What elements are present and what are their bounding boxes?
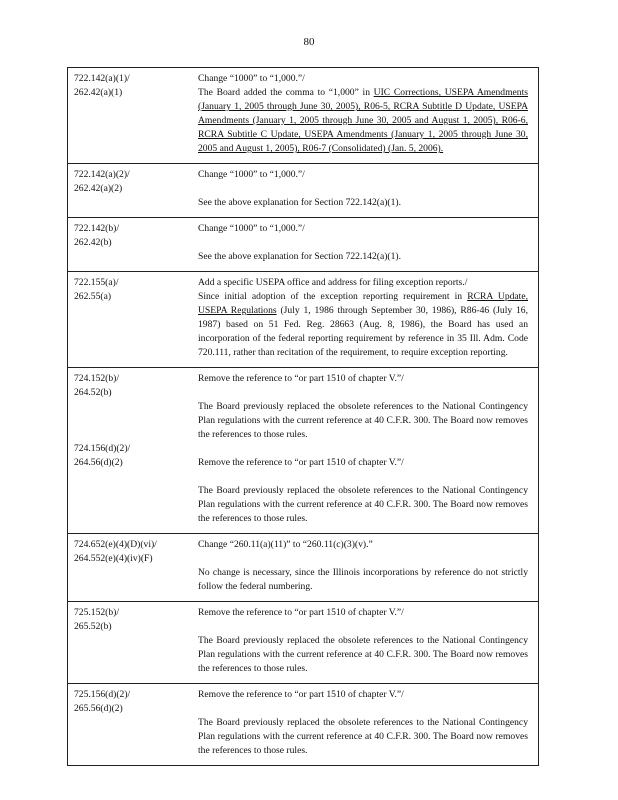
federal-section: 262.42(a)(2) xyxy=(74,183,123,194)
change-description: Remove the reference to “or part 1510 of chapter V.”/ xyxy=(198,457,404,468)
federal-section: 264.56(d)(2) xyxy=(74,457,123,468)
change-description: Change “260.11(a)(11)” to “260.11(c)(3)(v).” xyxy=(198,539,373,550)
change-description: Change “1000” to “1,000.”/ xyxy=(198,73,305,84)
explanation-text: See the above explanation for Section 722.142(a)(1). xyxy=(198,197,402,208)
explanation-text: The Board previously replaced the obsolete references to the National Contingency Plan regulations with the current reference at 40 C.F.R. 300. The Board now removes the references to those rules. xyxy=(198,635,528,674)
explanation-text-end: (July 1, 1986 through September 30, 1986), R86-46 (July 16, 1987) based on 51 Fed. Reg. 28663 (Aug. 8, 1986), the Board has used an incorporation of the federal reporting requirement by reference in 35 Ill. Adm. Code 720.111, rather than recitation of the requirement, to require exception reporting. xyxy=(198,305,528,358)
entry-group xyxy=(198,372,528,442)
state-section: 724.156(d)(2)/ xyxy=(74,443,131,454)
section-cell xyxy=(68,272,191,368)
explanation-cell xyxy=(190,684,539,766)
state-section: 722.142(b)/ xyxy=(74,223,120,234)
state-section: 724.152(b)/ xyxy=(74,373,120,384)
federal-section: 262.42(b) xyxy=(74,237,112,248)
state-section: 725.156(d)(2)/ xyxy=(74,689,131,700)
federal-section: 262.55(a) xyxy=(74,291,112,302)
section-cell xyxy=(68,684,191,766)
table-row xyxy=(68,164,539,218)
section-cell xyxy=(68,368,191,534)
state-section: 722.142(a)(1)/ xyxy=(74,73,130,84)
cited-docket: UIC Corrections, USEPA Amendments (January 1, 2005 through June 30, 2005), R06-5, RCRA Subtitle D Update, USEPA Amendments (January 1, 2005 through June 30, 2005 and August 1, 2005), R06-6, RCRA Subtitle C Update, USEPA Amendments (January 1, 2005 through June 30, 2005 and August 1, 2005), R06-7 (Consolidated) (Jan. 5, 2006). xyxy=(198,87,528,154)
explanation-text: Since initial adoption of the exception reporting requirement in xyxy=(198,291,468,302)
change-description: Remove the reference to “or part 1510 of chapter V.”/ xyxy=(198,373,404,384)
state-section: 722.142(a)(2)/ xyxy=(74,169,130,180)
state-section: 725.152(b)/ xyxy=(74,607,120,618)
table-row xyxy=(68,272,539,368)
explanation-cell xyxy=(190,218,539,272)
section-cell xyxy=(68,534,191,602)
section-cell xyxy=(68,602,191,684)
table-row xyxy=(68,68,539,164)
state-section: 724.652(e)(4)(D)(vi)/ xyxy=(74,539,157,550)
table-row xyxy=(68,218,539,272)
explanation-text: The Board added the comma to “1,000” in xyxy=(198,87,374,98)
federal-section: 264.52(b) xyxy=(74,387,112,398)
federal-section: 264.552(e)(4)(iv)(F) xyxy=(74,553,153,564)
cited-docket: RCRA Update, USEPA Regulations xyxy=(198,291,528,316)
entry-group xyxy=(198,456,528,526)
page-number: 80 xyxy=(303,36,315,48)
change-description: Add a specific USEPA office and address for filing exception reports./ xyxy=(198,277,468,288)
change-description: Remove the reference to “or part 1510 of chapter V.”/ xyxy=(198,689,404,700)
amendments-table xyxy=(67,67,539,766)
section-cell xyxy=(68,164,191,218)
explanation-text: The Board previously replaced the obsolete references to the National Contingency Plan regulations with the current reference at 40 C.F.R. 300. The Board now removes the references to those rules. xyxy=(198,717,528,756)
federal-section: 265.56(d)(2) xyxy=(74,703,123,714)
explanation-cell xyxy=(190,602,539,684)
explanation-cell xyxy=(190,534,539,602)
section-cell xyxy=(68,68,191,164)
explanation-cell xyxy=(190,164,539,218)
explanation-text: See the above explanation for Section 722.142(a)(1). xyxy=(198,251,402,262)
federal-section: 265.52(b) xyxy=(74,621,112,632)
table-row xyxy=(68,534,539,602)
table-row xyxy=(68,368,539,534)
explanation-text: The Board previously replaced the obsolete references to the National Contingency Plan regulations with the current reference at 40 C.F.R. 300. The Board now removes the references to those rules. xyxy=(198,485,528,524)
section-group xyxy=(74,372,184,400)
state-section: 722.155(a)/ xyxy=(74,277,119,288)
explanation-cell xyxy=(190,368,539,534)
federal-section: 262.42(a)(1) xyxy=(74,87,123,98)
section-cell xyxy=(68,218,191,272)
change-description: Remove the reference to “or part 1510 of chapter V.”/ xyxy=(198,607,404,618)
section-group xyxy=(74,442,184,470)
explanation-cell xyxy=(190,272,539,368)
explanation-cell xyxy=(190,68,539,164)
explanation-text: No change is necessary, since the Illinois incorporations by reference do not strictly follow the federal numbering. xyxy=(198,567,528,592)
table-row xyxy=(68,602,539,684)
explanation-text: The Board previously replaced the obsolete references to the National Contingency Plan regulations with the current reference at 40 C.F.R. 300. The Board now removes the references to those rules. xyxy=(198,401,528,440)
table-row xyxy=(68,684,539,766)
change-description: Change “1000” to “1,000.”/ xyxy=(198,169,305,180)
change-description: Change “1000” to “1,000.”/ xyxy=(198,223,305,234)
